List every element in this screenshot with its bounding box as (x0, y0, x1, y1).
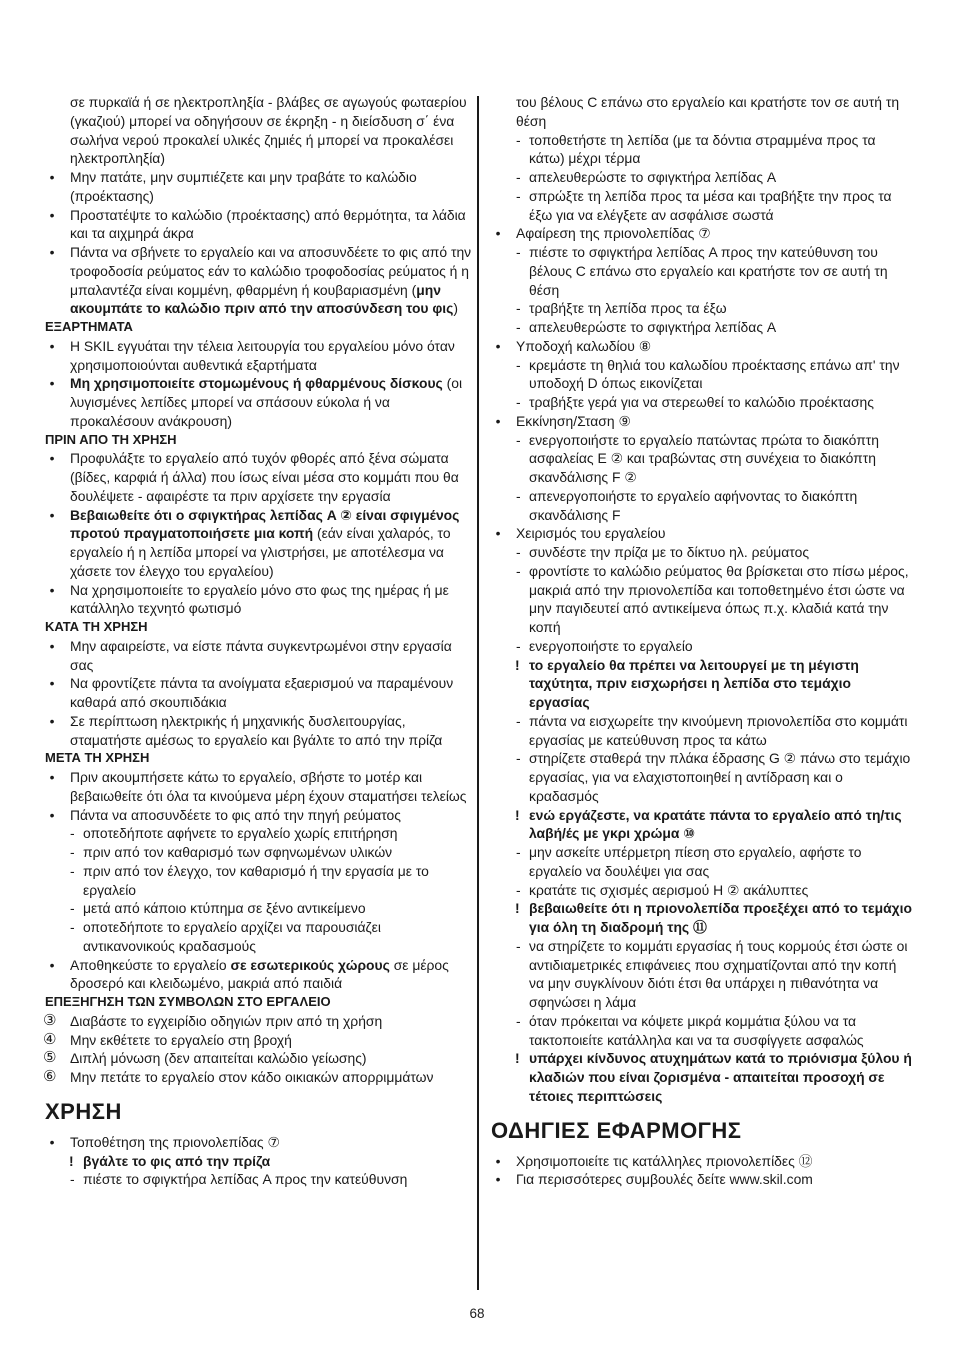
dash-item (491, 543, 913, 562)
subheading (45, 618, 473, 637)
bullet-item (45, 243, 473, 318)
bullet-marker: • (49, 712, 55, 729)
dash-item (491, 937, 913, 1012)
item-text: Διαβάστε το εγχειρίδιο οδηγιών πριν από τη χρήση (70, 1012, 383, 1029)
bold-text: Μη χρησιμοποιείτε στομωμένους ή φθαρμένους δίσκους (70, 375, 443, 392)
bullet-item (45, 637, 473, 675)
item-text: ΕΞΑΡΤΗΜΑΤΑ (45, 319, 133, 334)
bullet-item (491, 224, 913, 243)
item-text: Πριν ακουμπήσετε κάτω το εργαλείο, σβήστε το μοτέρ και βεβαιωθείτε ότι όλα τα κινούμενα μέρη έχουν σταματήσει τελείως (70, 769, 467, 804)
bullet-item (491, 1152, 913, 1171)
symbol-item (45, 1049, 473, 1068)
bullet-marker: • (49, 1133, 55, 1150)
item-text: τραβήξτε τη λεπίδα προς τα έξω (529, 300, 727, 317)
item-text: σπρώξτε τη λεπίδα προς τα μέσα και τραβήξτε την προς τα έξω για να ελέγξετε αν ασφάλισε σωστά (529, 187, 892, 223)
item-text: ενεργοποιήστε το εργαλείο πατώντας πρώτα το διακόπτη ασφαλείας E ② και τραβώντας στη συνέχεια το διακόπτη σκανδάλισης F ② (529, 431, 880, 485)
bullet-item (45, 581, 473, 619)
dash-marker: - (70, 1171, 75, 1188)
dash-marker: - (516, 937, 521, 954)
warning-icon: ! (515, 656, 520, 673)
bullet-marker: • (49, 206, 55, 223)
item-text: Προστατέψτε το καλώδιο (προέκτασης) από θερμότητα, τα λάδια και τα αιχμηρά άκρα (70, 206, 466, 242)
item-text: Η SKIL εγγυάται την τέλεια λειτουργία του εργαλείου μόνο όταν χρησιμοποιούνται αυθεντικά εξαρτήματα (70, 337, 455, 373)
dash-item (491, 749, 913, 805)
item-text: ενώ εργάζεστε, να κρατάτε πάντα το εργαλείο από τη/τις λαβή/ές με γκρι χρώμα ⑩ (529, 806, 902, 842)
paragraph (491, 93, 913, 131)
bullet-item (45, 768, 473, 806)
dash-item (491, 393, 913, 412)
dash-item (491, 487, 913, 525)
dash-marker: - (516, 1012, 521, 1029)
dash-marker: - (516, 244, 521, 260)
dash-marker: - (516, 431, 521, 448)
item-text: Χρησιμοποιείτε τις κατάλληλες πριονολεπίδες ⑫ (516, 1152, 813, 1169)
dash-marker: - (516, 356, 521, 373)
dash-item (491, 243, 913, 299)
item-text: Πάντα να αποσυνδέετε το φις από την πηγή ρεύματος (70, 806, 401, 823)
bullet-marker: • (49, 169, 55, 185)
symbol-number: ④ (43, 1030, 57, 1048)
column-divider (477, 96, 479, 1290)
symbol-item (45, 1068, 473, 1087)
bullet-item (45, 206, 473, 244)
item-text: Εκκίνηση/Σταση ⑨ (516, 412, 631, 429)
item-text: απελευθερώστε το σφιγκτήρα λεπίδας A (529, 319, 777, 335)
warning-item (491, 899, 913, 937)
bullet-item (45, 337, 473, 375)
dash-item (491, 431, 913, 487)
dash-item (491, 712, 913, 750)
item-text: να στηρίζετε το κομμάτι εργασίας ή τους κορμούς έτσι ώστε οι αντιδιαμετρικές επιφάνειες που σχηματίζονται από την κοπή να μην συγκλίνουν διότι έτσι θα υπάρχει η πιθανότητα να σφηνώσει η λάμα (529, 937, 908, 1010)
item-text: ΧΡΗΣΗ (45, 1098, 122, 1124)
subheading (45, 318, 473, 337)
dash-item (45, 899, 473, 918)
warning-item (491, 1049, 913, 1105)
dash-marker: - (516, 844, 521, 860)
item-text: Τοποθέτηση της πριονολεπίδας ⑦ (70, 1133, 280, 1150)
bullet-item (491, 412, 913, 431)
dash-marker: - (70, 900, 75, 917)
item-text: βγάλτε το φις από την πρίζα (83, 1152, 271, 1169)
dash-item (491, 843, 913, 881)
item-text: βεβαιωθείτε ότι η πριονολεπίδα προεξέχει από το τεμάχιο για όλη τη διαδρομή της ⑪ (529, 900, 912, 935)
item-text: πριν από τον έλεγχο, τον καθαρισμό ή την εργασία με το εργαλείο (83, 862, 429, 898)
item-text: σε μέρος δροσερό και κλειδωμένο, μακριά από παιδιά (70, 956, 449, 992)
item-text: ενεργοποιήστε το εργαλείο (529, 637, 693, 654)
item-text: πριν από τον καθαρισμό των σφηνωμένων υλικών (83, 844, 393, 860)
bullet-item (45, 674, 473, 712)
item-text: πιέστε το σφιγκτήρα λεπίδας A προς την κατεύθυνση του βέλους C επάνω στο εργαλείο και κρατήστε τον σε αυτή τη θέση (529, 244, 888, 298)
bullet-item (45, 506, 473, 581)
item-text: πιέστε το σφιγκτήρα λεπίδας A προς την κατεύθυνση (83, 1171, 408, 1188)
section-heading (491, 1118, 913, 1144)
item-text: τραβήξτε γερά για να στερεωθεί το καλώδιο προέκτασης (529, 394, 874, 410)
symbol-number: ③ (43, 1011, 57, 1029)
item-text: Για περισσότερες συμβουλές δείτε www.skil.com (516, 1171, 813, 1188)
bold-text: σε εσωτερικούς χώρους (230, 956, 390, 973)
dash-item (491, 637, 913, 656)
dash-marker: - (516, 881, 521, 898)
bullet-marker: • (49, 769, 55, 785)
bullet-item (45, 374, 473, 430)
warning-icon: ! (69, 1152, 74, 1169)
dash-item (45, 1170, 473, 1189)
dash-item (45, 824, 473, 843)
bullet-marker: • (49, 637, 55, 654)
bullet-item (491, 337, 913, 356)
item-text: κρατάτε τις σχισμές αερισμού H ② ακάλυπτες (529, 881, 809, 898)
item-text: Χειρισμός του εργαλείου (516, 525, 666, 542)
bullet-marker: • (495, 412, 501, 429)
bullet-marker: • (495, 1171, 501, 1188)
bullet-marker: • (495, 337, 501, 354)
item-text: Να χρησιμοποιείτε το εργαλείο μόνο στο φως της ημέρας ή με κατάλληλο τεχνητό φωτισμό (70, 581, 449, 617)
bullet-item (45, 712, 473, 750)
dash-marker: - (70, 919, 75, 935)
item-text: ΠΡΙΝ ΑΠΟ ΤΗ ΧΡΗΣΗ (45, 431, 177, 447)
item-text: πάντα να εισχωρείτε την κινούμενη πριονολεπίδα στο κομμάτι εργασίας με κατεύθυνση προς τα κάτω (529, 712, 908, 748)
item-text: Να φροντίζετε πάντα τα ανοίγματα εξαερισμού να παραμένουν καθαρά από σκουπιδάκια (70, 675, 454, 710)
item-text: Υποδοχή καλωδίου ⑧ (516, 337, 652, 354)
item-text: Προφυλάξτε το εργαλείο από τυχόν φθορές από ξένα σώματα (βίδες, καρφιά ή άλλα) που ίσως είναι μέσα στο κομμάτι που θα δουλέψετε - αφαιρέστε τα πριν αρχίσετε την εργασία (70, 450, 459, 504)
symbol-item (45, 1012, 473, 1031)
section-heading (45, 1099, 473, 1125)
dash-item (491, 1012, 913, 1050)
dash-item (491, 168, 913, 187)
bullet-item (45, 806, 473, 825)
item-text: συνδέστε την πρίζα με το δίκτυο ηλ. ρεύματος (529, 544, 810, 560)
dash-item (45, 862, 473, 900)
paragraph (45, 93, 473, 168)
bullet-marker: • (49, 675, 55, 692)
bold-text: Βεβαιωθείτε ότι ο σφιγκτήρας λεπίδας A ② είναι σφιγμένος προτού πραγματοποιήσετε μια κοπή (70, 506, 460, 542)
dash-item (45, 843, 473, 862)
item-text: Μην αφαιρείστε, να είστε πάντα συγκεντρωμένοι στην εργασία σας (70, 637, 452, 673)
subheading (45, 993, 473, 1012)
symbol-item (45, 1031, 473, 1050)
warning-item (45, 1152, 473, 1171)
symbol-number: ⑥ (43, 1068, 57, 1085)
symbol-number: ⑤ (43, 1049, 57, 1067)
dash-item (491, 318, 913, 337)
dash-marker: - (516, 319, 521, 335)
item-text: όταν πρόκειται να κόψετε μικρά κομμάτια ξύλου να τα τακτοποιείτε κατάλληλα και να τα συσφίγγετε ασφαλώς (529, 1012, 864, 1048)
bullet-marker: • (495, 1152, 501, 1169)
bullet-marker: • (49, 337, 55, 354)
dash-item (491, 187, 913, 225)
bullet-item (45, 168, 473, 206)
item-text: σε πυρκαϊά ή σε ηλεκτροπληξία - βλάβες σε αγωγούς φωταερίου (γκαζιού) μπορεί να οδηγήσουν σε έκρηξη - η διείσδυση σ΄ ένα σωλήνα νερού προκαλεί υλικές ζημιές ή μπορεί να προκαλέσει ηλεκτροπληξία) (70, 94, 467, 167)
bullet-marker: • (49, 244, 55, 260)
page-number: 68 (469, 1306, 485, 1321)
bullet-marker: • (49, 806, 55, 823)
item-text: απελευθερώστε το σφιγκτήρα λεπίδας A (529, 169, 777, 185)
item-text: το εργαλείο θα πρέπει να λειτουργεί με τη μέγιστη ταχύτητα, πριν εισχωρήσει η λεπίδα στο τεμάχιο εργασίας (529, 656, 859, 710)
dash-marker: - (516, 750, 521, 767)
bullet-marker: • (495, 525, 501, 542)
dash-marker: - (70, 862, 75, 879)
item-text: μην ασκείτε υπέρμετρη πίεση στο εργαλείο, αφήστε το εργαλείο να δουλέψει για σας (529, 844, 862, 879)
item-text: οποτεδήποτε το εργαλείο αρχίζει να παρουσιάζει αντικανονικούς κραδασμούς (83, 919, 381, 954)
item-text: οποτεδήποτε αφήνετε το εργαλείο χωρίς επιτήρηση (83, 825, 398, 842)
item-text: ΜΕΤΑ ΤΗ ΧΡΗΣΗ (45, 750, 150, 766)
item-text: Αποθηκεύστε το εργαλείο (70, 956, 231, 973)
item-text: ΕΠΕΞΗΓΗΣΗ ΤΩΝ ΣΥΜΒΟΛΩΝ ΣΤΟ ΕΡΓΑΛΕΙΟ (45, 994, 331, 1009)
dash-marker: - (516, 562, 521, 579)
bullet-item (45, 1133, 473, 1152)
bullet-item (491, 1170, 913, 1189)
bullet-item (45, 449, 473, 505)
bullet-marker: • (495, 225, 501, 242)
dash-item (491, 299, 913, 318)
item-text: Μην πετάτε το εργαλείο στον κάδο οικιακών απορριμμάτων (70, 1069, 434, 1085)
item-text: (οι λυγισμένες λεπίδες μπορεί να σπάσουν εύκολα ή να προκαλέσουν ανάκρουση) (70, 375, 463, 429)
dash-marker: - (516, 394, 521, 410)
item-text: ΟΔΗΓΙΕΣ ΕΦΑΡΜΟΓΗΣ (491, 1117, 742, 1143)
item-text: Μην πατάτε, μην συμπιέζετε και μην τραβάτε το καλώδιο (προέκτασης) (70, 169, 417, 204)
bullet-marker: • (49, 375, 55, 392)
dash-marker: - (516, 169, 521, 185)
dash-marker: - (516, 712, 521, 729)
bold-text: μην ακουμπάτε το καλώδιο πριν από την αποσύνδεση του φις (70, 281, 454, 317)
dash-item (491, 881, 913, 900)
item-text: Πάντα να σβήνετε το εργαλείο και να αποσυνδέετε το φις από την τροφοδοσία ρεύματος εάν το καλώδιο τροφοδοσίας ρεύματος ή η μπαλαντέζα είναι κομμένη, φθαρμένη ή κουβαριασμένη ( (70, 244, 472, 298)
item-text: (εάν είναι χαλαρός, το εργαλείο ή η λεπίδα μπορεί να γλιστρήσει, με αποτέλεσμα να χάσετε τον έλεγχο του εργαλείου) (70, 525, 451, 579)
bullet-marker: • (49, 581, 55, 598)
bullet-item (45, 956, 473, 994)
right-column (491, 93, 913, 1189)
item-text: ΚΑΤΑ ΤΗ ΧΡΗΣΗ (45, 619, 148, 634)
dash-item (45, 918, 473, 956)
dash-marker: - (516, 187, 521, 204)
dash-marker: - (70, 825, 75, 842)
dash-marker: - (516, 300, 521, 317)
dash-item (491, 356, 913, 394)
dash-marker: - (516, 544, 521, 560)
subheading (45, 431, 473, 450)
bullet-item (491, 524, 913, 543)
item-text: φροντίστε το καλώδιο ρεύματος θα βρίσκεται στο πίσω μέρος, μακριά από την πριονολεπίδα και τοποθετημένο έτσι ώστε να μην παγιδευτεί από αντικείμενα όπως π.χ. κλαδιά κατά την κοπή (529, 562, 909, 635)
dash-marker: - (70, 844, 75, 860)
item-text: Διπλή μόνωση (δεν απαιτείται καλώδιο γείωσης) (70, 1050, 367, 1067)
bullet-marker: • (49, 956, 55, 973)
item-text: τοποθετήστε τη λεπίδα (με τα δόντια στραμμένα προς τα κάτω) μέχρι τέρμα (529, 131, 876, 167)
bullet-marker: • (49, 506, 55, 523)
item-text: του βέλους C επάνω στο εργαλείο και κρατήστε τον σε αυτή τη θέση (516, 94, 900, 129)
warning-icon: ! (515, 806, 520, 823)
warning-item (491, 656, 913, 712)
left-column (45, 93, 473, 1189)
item-text: Αφαίρεση της πριονολεπίδας ⑦ (516, 225, 711, 242)
dash-item (491, 131, 913, 169)
subheading (45, 749, 473, 768)
dash-marker: - (516, 487, 521, 504)
dash-marker: - (516, 131, 521, 148)
warning-item (491, 806, 913, 844)
dash-marker: - (516, 637, 521, 654)
item-text: Μην εκθέτετε το εργαλείο στη βροχή (70, 1031, 292, 1048)
item-text: υπάρχει κίνδυνος ατυχημάτων κατά το πριόνισμα ξύλου ή κλαδιών που είναι ζορισμένα - απαιτείται προσοχή σε τέτοιες περιπτώσεις (529, 1050, 912, 1104)
item-text: απενεργοποιήστε το εργαλείο αφήνοντας το διακόπτη σκανδάλισης F (529, 487, 858, 523)
dash-item (491, 562, 913, 637)
item-text: στηρίζετε σταθερά την πλάκα έδρασης G ② πάνω στο τεμάχιο εργασίας, για να ελαχιστοποιηθεί η αντίδραση και ο κραδασμός (529, 750, 911, 804)
warning-icon: ! (515, 1050, 520, 1067)
item-text: κρεμάστε τη θηλιά του καλωδίου προέκτασης επάνω απ' την υποδοχή D όπως εικονίζεται (529, 356, 900, 392)
warning-icon: ! (515, 900, 520, 917)
bullet-marker: • (49, 450, 55, 467)
item-text: ) (453, 300, 459, 317)
item-text: Σε περίπτωση ηλεκτρικής ή μηχανικής δυσλειτουργίας, σταματήστε αμέσως το εργαλείο και βγάλτε το από την πρίζα (70, 712, 443, 748)
item-text: μετά από κάποιο κτύπημα σε ξένο αντικείμενο (83, 900, 366, 917)
